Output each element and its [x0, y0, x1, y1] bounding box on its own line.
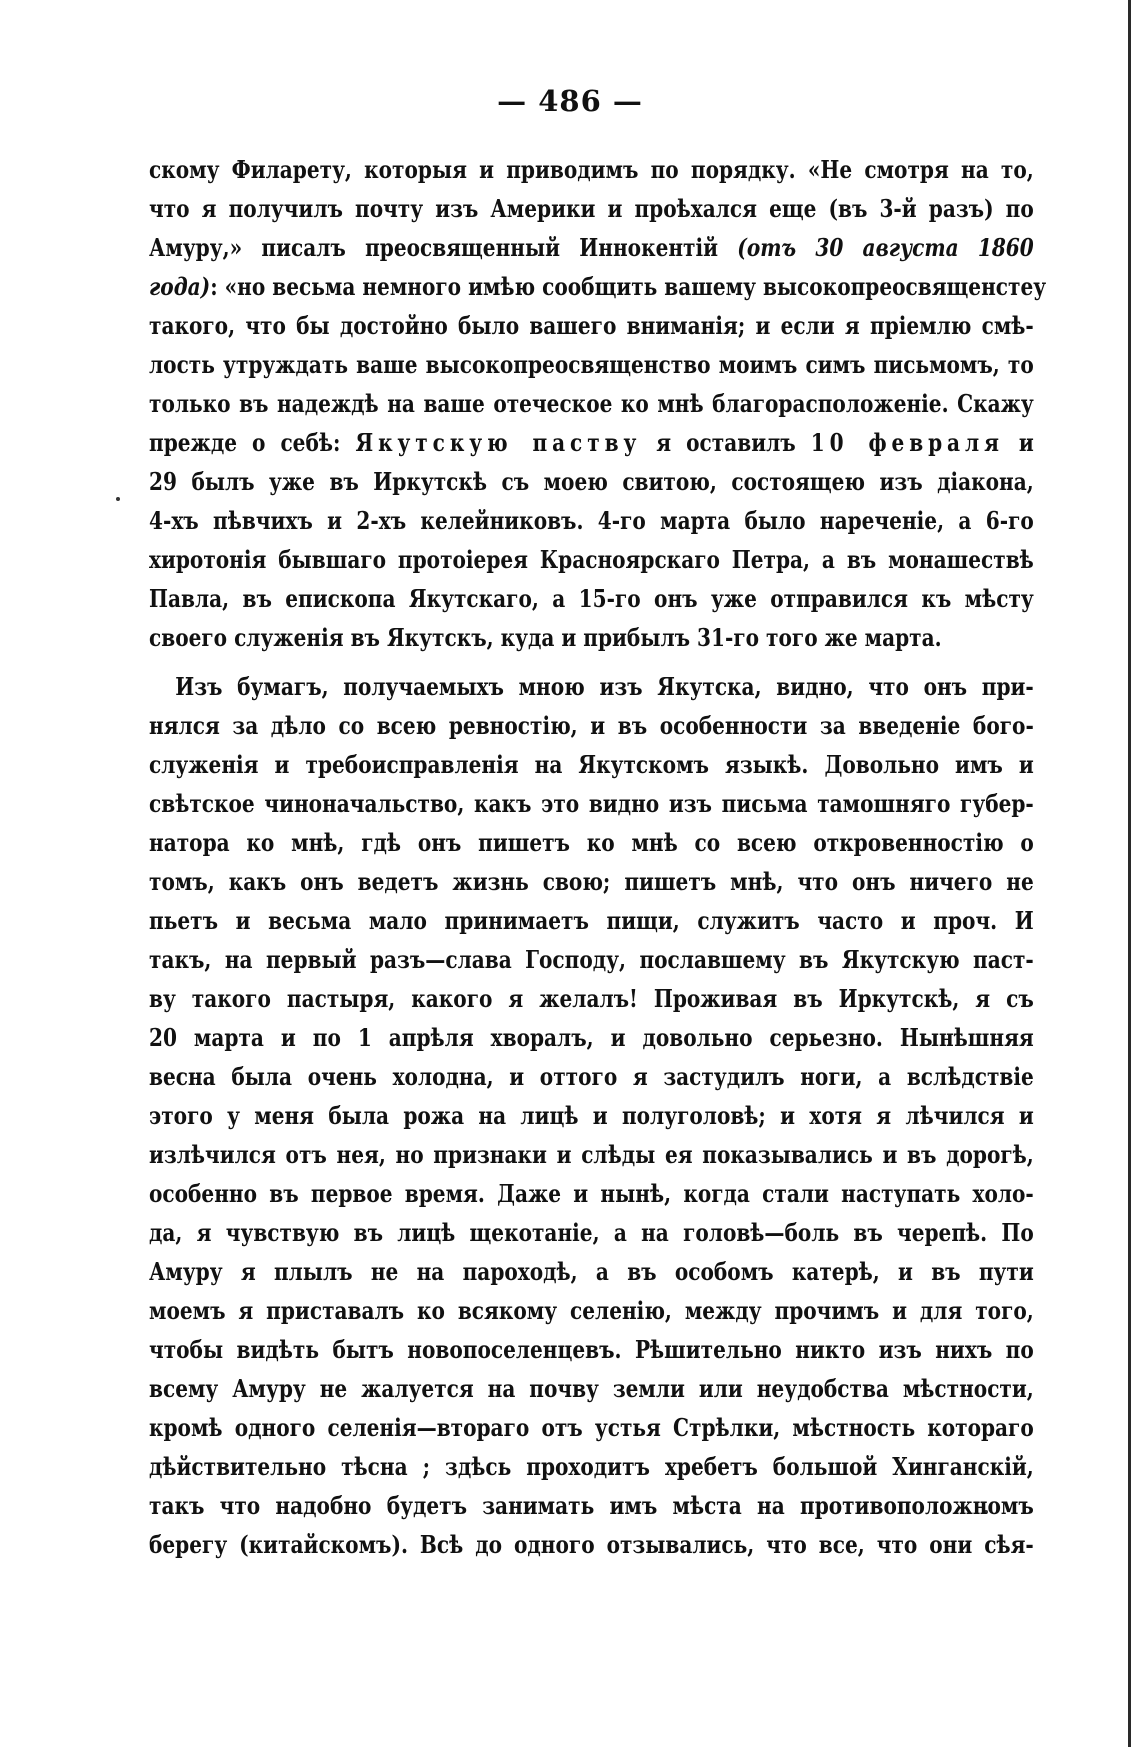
text-line: свѣтское чиноначальство, какъ это видно изъ письма тамошняго губер- [149, 789, 1034, 818]
text-line: ву такого пастыря, какого я желалъ! Проживая въ Иркутскѣ, я съ [149, 984, 1034, 1013]
text-segment: прежде о себѣ: [149, 428, 356, 457]
text-segment: : «но весьма немного имѣю сообщить вашему высокопреосвященстеу [210, 272, 1047, 301]
text-line: Павла, въ епископа Якутскаго, а 15-го онъ уже отправился къ мѣсту [149, 584, 1034, 613]
text-line: всему Амуру не жалуется на почву земли или неудобства мѣстности, [149, 1374, 1034, 1403]
text-line [149, 267, 1047, 306]
text-segment: я оставилъ [641, 428, 811, 457]
text-line: томъ, какъ онъ ведетъ жизнь свою; пишетъ мнѣ, что онъ ничего не [149, 867, 1034, 896]
text-line: только въ надеждѣ на ваше отеческое ко мнѣ благорасположеніе. Скажу [149, 389, 1034, 418]
text-line: кромѣ одного селенія—втораго отъ устья Стрѣлки, мѣстность котораго [149, 1413, 1034, 1442]
text-line: 20 марта и по 1 апрѣля хворалъ, и довольно серьезно. Нынѣшняя [149, 1023, 1034, 1052]
text-line: дѣйствительно тѣсна ; здѣсь проходитъ хребетъ большой Хинганскій, [149, 1452, 1034, 1481]
text-line: чтобы видѣть бытъ новопоселенцевъ. Рѣшительно никто изъ нихъ по [149, 1335, 1034, 1364]
paragraph [149, 667, 1034, 1564]
page-number: — 486 — [497, 84, 643, 118]
text-line: такъ, на первый разъ—слава Господу, пославшему въ Якутскую паст- [149, 945, 1034, 974]
letter-date: (отъ 30 августа 1860 [737, 233, 1034, 262]
text-line: скому Филарету, которыя и приводимъ по порядку. «Не смотря на то, [149, 155, 1034, 184]
page-edge-line [1128, 0, 1131, 1747]
text-line: 4-хъ пѣвчихъ и 2-хъ келейниковъ. 4-го марта было нареченіе, а 6-го [149, 506, 1034, 535]
text-line: нялся за дѣло со всею ревностію, и въ особенности за введеніе бого- [149, 711, 1034, 740]
text-line: 29 былъ уже въ Иркутскѣ съ моею свитою, состоящею изъ діакона, [149, 467, 1034, 496]
text-line: такъ что надобно будетъ занимать имъ мѣста на противоположномъ [149, 1491, 1034, 1520]
text-line: излѣчился отъ нея, но признаки и слѣды ея показывались и въ дорогѣ, [149, 1140, 1034, 1169]
text-line: что я получилъ почту изъ Америки и проѣхался еще (въ 3-й разъ) по [149, 194, 1034, 223]
text-line: Изъ бумагъ, получаемыхъ мною изъ Якутска, видно, что онъ при- [175, 672, 1034, 701]
text-segment: Амуру,» писалъ преосвященный Иннокентій [149, 233, 738, 262]
ink-speck [116, 497, 120, 501]
letter-date-cont: года) [149, 272, 211, 301]
text-line: хиротонія бывшаго протоіерея Красноярскаго Петра, а въ монашествѣ [149, 545, 1034, 574]
body-text [149, 150, 1047, 1564]
text-line: своего служенія въ Якутскъ, куда и прибылъ 31-го того же марта. [149, 623, 942, 652]
text-line: лость утруждать ваше высокопреосвященство моимъ симъ письмомъ, то [149, 350, 1034, 379]
text-line: моемъ я приставалъ ко всякому селенію, между прочимъ и для того, [149, 1296, 1034, 1325]
text-line: берегу (китайскомъ). Всѣ до одного отзывались, что все, что они сѣя- [149, 1530, 1034, 1559]
spaced-emphasis: 10 февраля [810, 428, 1004, 457]
text-line: да, я чувствую въ лицѣ щекотаніе, а на головѣ—боль въ черепѣ. По [149, 1218, 1034, 1247]
text-line: весна была очень холодна, и оттого я застудилъ ноги, а вслѣдствіе [149, 1062, 1034, 1091]
text-line: особенно въ первое время. Даже и нынѣ, когда стали наступать холо- [149, 1179, 1034, 1208]
text-line [149, 423, 1034, 462]
spaced-emphasis: Якутскую паству [355, 428, 642, 457]
text-line: пьетъ и весьма мало принимаетъ пищи, служитъ часто и проч. И [149, 906, 1034, 935]
paragraph-gap [149, 657, 1034, 667]
text-segment: и [1003, 428, 1034, 457]
text-line: натора ко мнѣ, гдѣ онъ пишетъ ко мнѣ со всею откровенностію о [149, 828, 1034, 857]
text-line: этого у меня была рожа на лицѣ и полуголовѣ; и хотя я лѣчился и [149, 1101, 1034, 1130]
paragraph [149, 150, 1047, 657]
text-line: Амуру я плылъ не на пароходѣ, а въ особомъ катерѣ, и въ пути [149, 1257, 1034, 1286]
text-line: такого, что бы достойно было вашего вниманія; и если я пріемлю смѣ- [149, 311, 1034, 340]
text-line: служенія и требоисправленія на Якутскомъ языкѣ. Довольно имъ и [149, 750, 1034, 779]
text-line [149, 228, 1034, 267]
